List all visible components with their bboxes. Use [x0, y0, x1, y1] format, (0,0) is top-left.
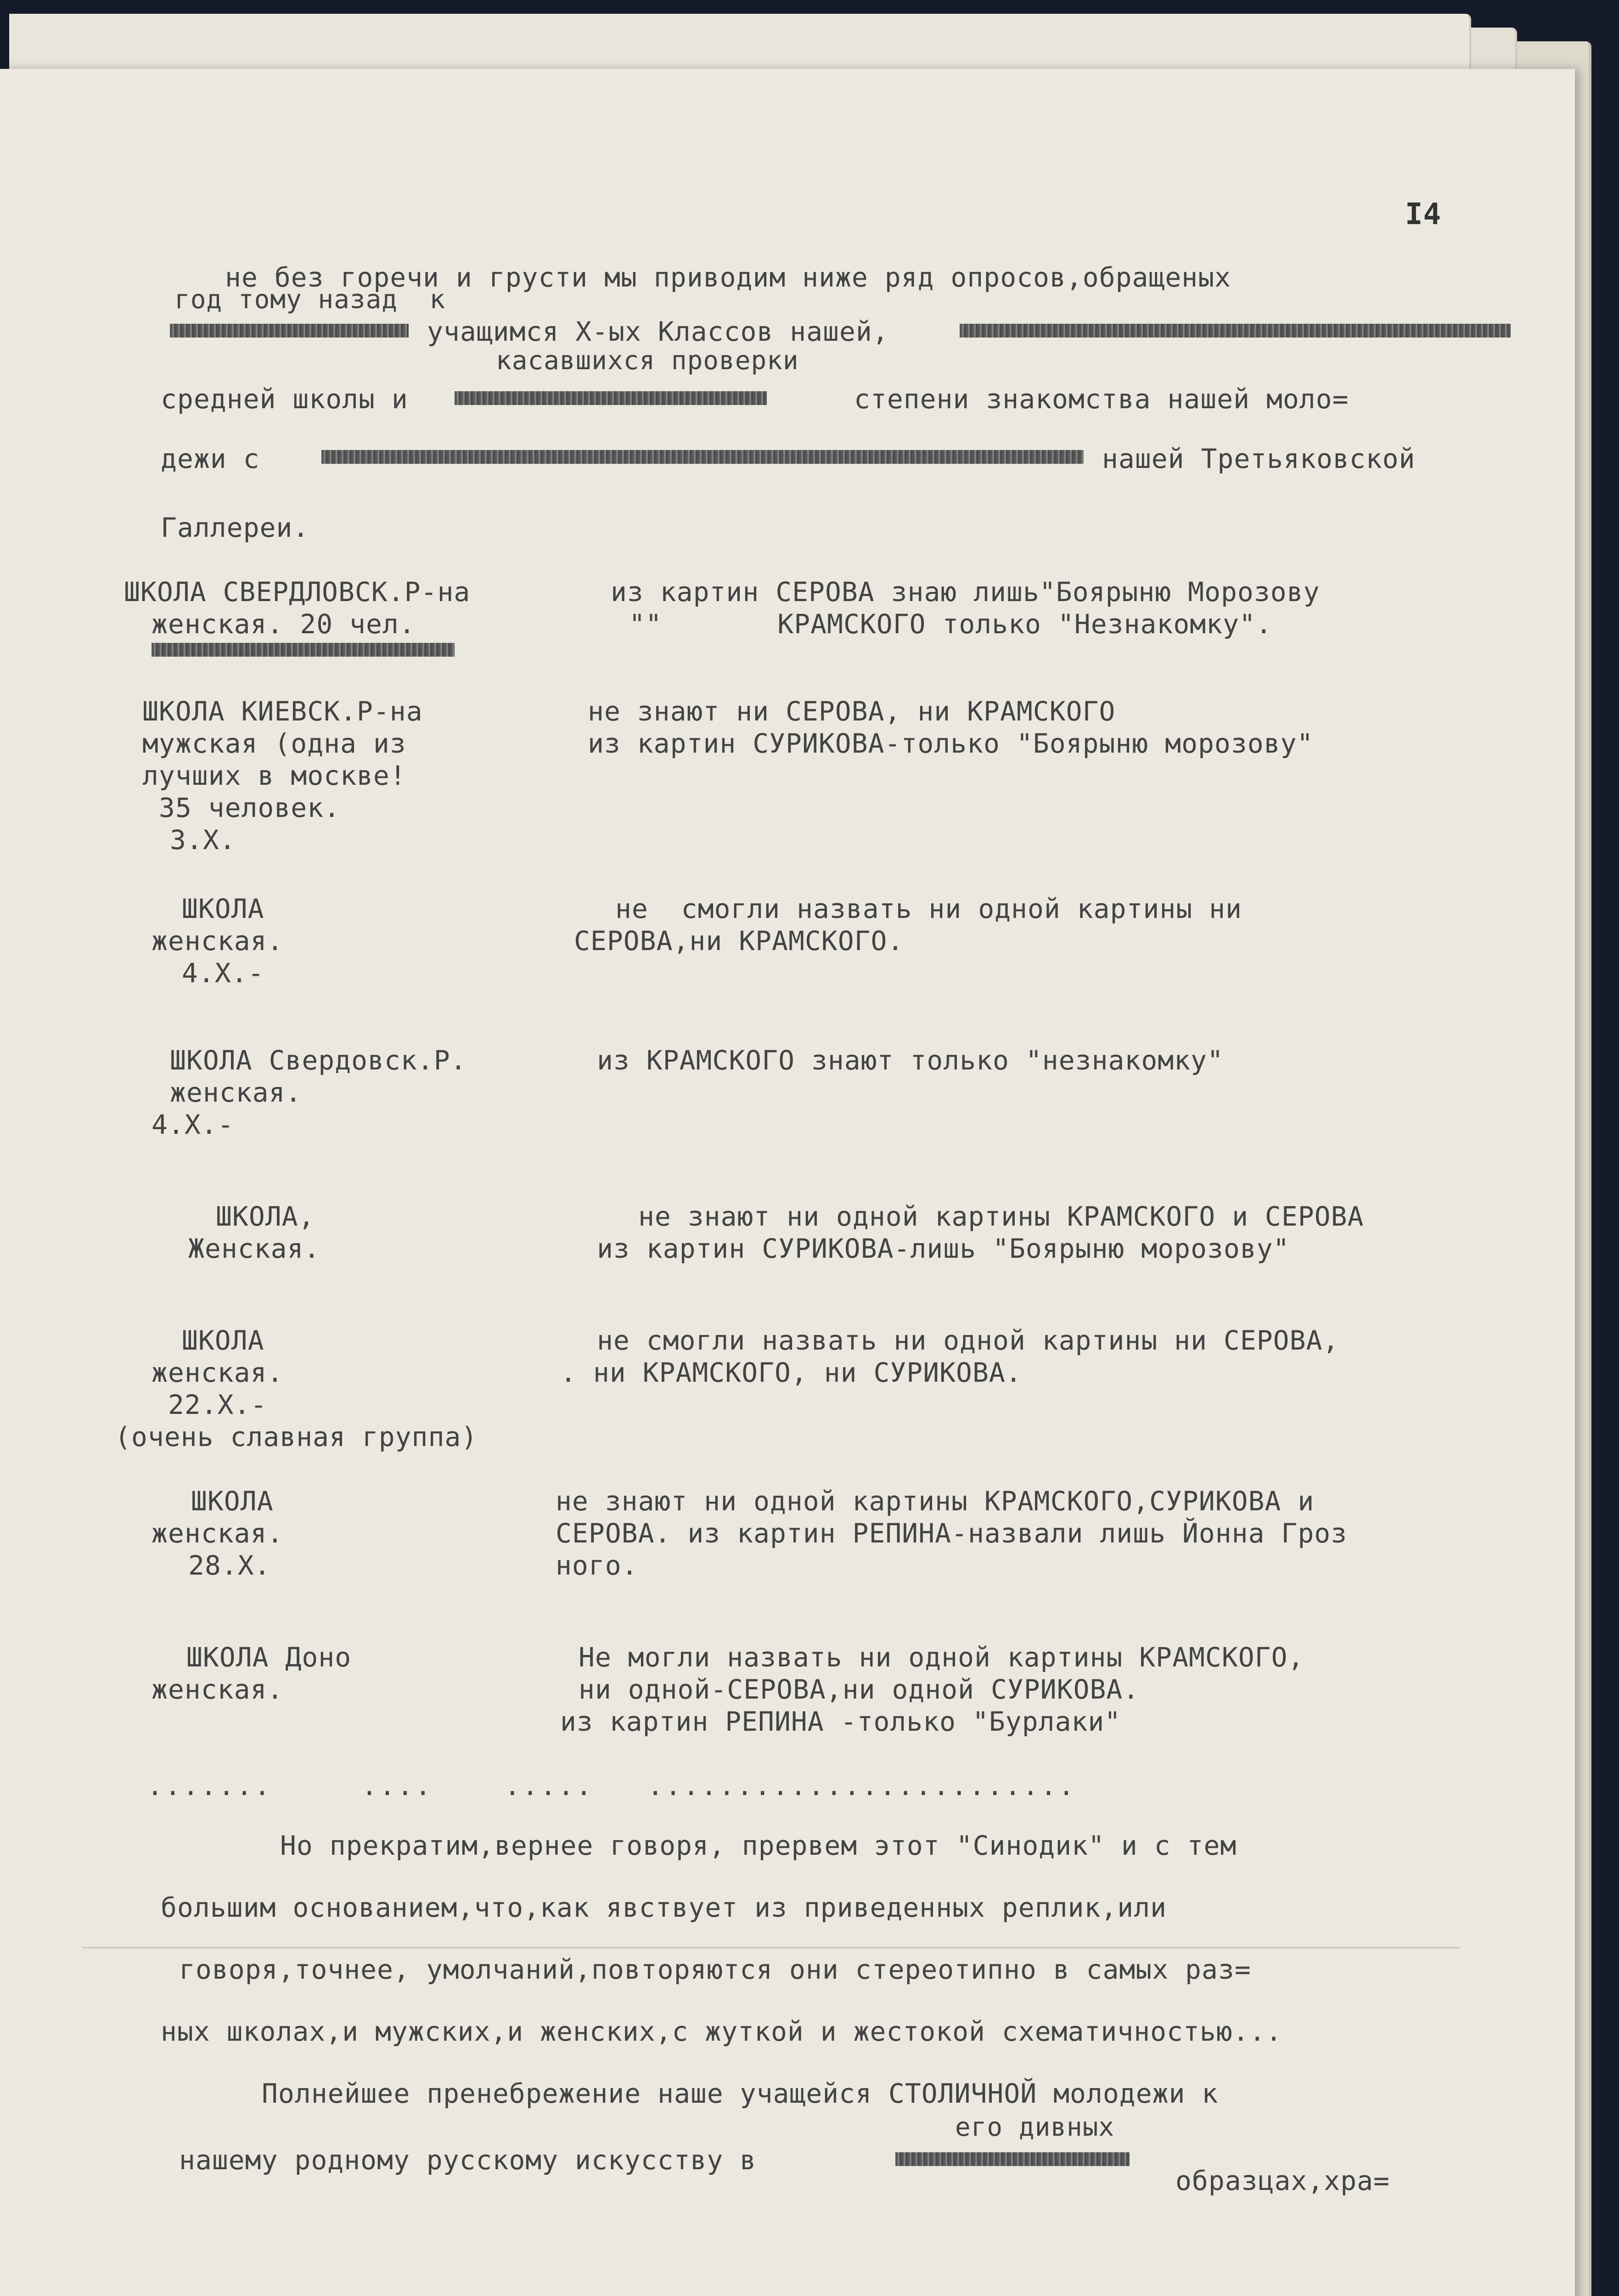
entry-8-answer-line-2: ни одной-СЕРОВА,ни одной СУРИКОВА.: [579, 1674, 1140, 1705]
strikeout-6: [895, 2152, 1130, 2166]
intro-line-3b: степени знакомства нашей моло=: [854, 383, 1349, 415]
closing-line-2: большим основанием,что,как явствует из приведенных реплик,или: [161, 1892, 1167, 1923]
entry-7-answer-line-2: СЕРОВА. из картин РЕПИНА-назвали лишь Йонна Гроз: [556, 1518, 1348, 1549]
dotted-separator: ....... .... ..... ........................: [147, 1770, 1076, 1801]
closing-line-6: нашему родному русскому искусству в: [179, 2144, 757, 2176]
entry-2-answer-line-2: из картин СУРИКОВА-только "Боярыню морозову": [588, 728, 1314, 759]
paper-crease: [83, 1947, 1460, 1948]
intro-line-1: не без горечи и грусти мы приводим ниже ряд опросов,обращеных: [225, 262, 1231, 293]
closing-insert: его дивных: [955, 2112, 1115, 2142]
entry-8-answer-line-3: из картин РЕПИНА -только "Бурлаки": [560, 1706, 1121, 1737]
entry-2-answer-line-1: не знают ни СЕРОВА, ни КРАМСКОГО: [588, 696, 1116, 727]
entry-5-answer-line-2: из картин СУРИКОВА-лишь "Боярыню морозову": [597, 1233, 1290, 1264]
entry-7-school-line-1: ШКОЛА: [174, 1486, 274, 1517]
entry-8-answer-line-1: Не могли назвать ни одной картины КРАМСКОГО,: [579, 1642, 1304, 1673]
entry-6-school-line-4: (очень славная группа): [115, 1421, 478, 1452]
entry-6-school-line-1: ШКОЛА: [165, 1325, 264, 1356]
page-number: I4: [1405, 197, 1442, 231]
entry-4-answer-line-1: из КРАМСКОГО знают только "незнакомку": [597, 1045, 1224, 1076]
entry-4-school-line-3: 4.X.-: [152, 1109, 234, 1140]
closing-line-5: Полнейшее пренебрежение наше учащейся СТОЛИЧНОЙ молодежи к: [262, 2078, 1219, 2109]
entry-4-school-line-1: ШКОЛА Свердовск.Р.: [170, 1045, 467, 1076]
closing-line-3: говоря,точнее, умолчаний,повторяются они стереотипно в самых раз=: [179, 1954, 1251, 1985]
entry-5-answer-line-1: не знают ни одной картины КРАМСКОГО и СЕРОВА: [638, 1201, 1364, 1232]
entry-1-answer-line-2: "" КРАМСКОГО только "Незнакомку".: [629, 608, 1272, 640]
strikeout-1: [170, 324, 409, 338]
intro-line-3a: средней школы и: [161, 383, 408, 415]
strikeout-3: [455, 391, 767, 405]
intro-line-4b: нашей Третьяковской: [1102, 443, 1416, 474]
entry-8-school-line-2: женская.: [152, 1674, 284, 1705]
intro-line-4a: дежи с: [161, 443, 260, 474]
entry-2-school-line-4: 35 человек.: [142, 792, 341, 823]
entry-2-school-line-3: лучших в москве!: [142, 760, 406, 791]
entry-2-school-line-5: 3.X.: [170, 824, 236, 855]
intro-insert-1: год тому назад к: [174, 285, 446, 315]
entry-6-answer-line-2: . ни КРАМСКОГО, ни СУРИКОВА.: [560, 1357, 1022, 1388]
entry-5-school-line-1: ШКОЛА,: [216, 1201, 315, 1232]
entry-7-school-line-2: женская.: [152, 1518, 284, 1549]
strikeout-2: [960, 324, 1511, 338]
closing-line-4: ных школах,и мужских,и женских,с жуткой и жестокой схематичностью...: [161, 2016, 1282, 2047]
strikeout-5: [152, 643, 455, 657]
entry-1-answer-line-1: из картин СЕРОВА знаю лишь"Боярыню Морозову: [611, 576, 1320, 608]
intro-line-2: учащимся X-ых Классов нашей,: [427, 316, 889, 347]
intro-insert-2: касавшихся проверки: [496, 346, 799, 376]
entry-3-answer-line-1: не смогли назвать ни одной картины ни: [615, 893, 1242, 924]
entry-6-answer-line-1: не смогли назвать ни одной картины ни СЕРОВА,: [597, 1325, 1339, 1356]
entry-7-answer-line-1: не знают ни одной картины КРАМСКОГО,СУРИКОВА и: [556, 1486, 1315, 1517]
closing-line-1: Но прекратим,вернее говоря, прервем этот "Синодик" и с тем: [280, 1830, 1237, 1861]
entry-3-school-line-3: 4.X.-: [165, 957, 264, 989]
entry-3-school-line-1: ШКОЛА: [165, 893, 264, 924]
entry-4-school-line-2: женская.: [170, 1077, 302, 1108]
strikeout-4: [321, 450, 1084, 464]
entry-6-school-line-2: женская.: [152, 1357, 284, 1388]
entry-6-school-line-3: 22.X.-: [152, 1389, 267, 1420]
entry-1-school-line-2: женская. 20 чел.: [152, 608, 416, 640]
entry-7-answer-line-3: ного.: [556, 1550, 638, 1581]
entry-5-school-line-2: Женская.: [188, 1233, 320, 1264]
intro-line-5: Галлереи.: [161, 512, 309, 543]
entry-1-school-line-1: ШКОЛА СВЕРДЛОВСК.Р-на: [124, 576, 471, 608]
entry-2-school-line-1: ШКОЛА КИЕВСК.Р-на: [142, 696, 423, 727]
entry-8-school-line-1: ШКОЛА Доно: [170, 1642, 352, 1673]
entry-3-answer-line-2: СЕРОВА,ни КРАМСКОГО.: [574, 925, 904, 957]
typed-page: [0, 69, 1575, 2296]
entry-2-school-line-2: мужская (одна из: [142, 728, 406, 759]
entry-7-school-line-3: 28.X.: [188, 1550, 271, 1581]
closing-line-7: образцах,хра=: [1175, 2165, 1390, 2196]
entry-3-school-line-2: женская.: [152, 925, 284, 957]
